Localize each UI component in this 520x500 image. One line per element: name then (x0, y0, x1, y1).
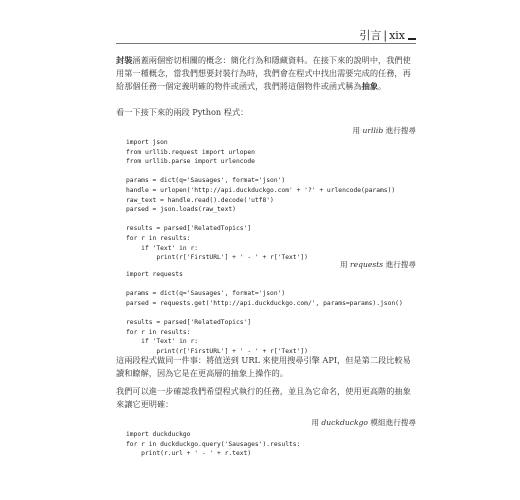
caption-urllib (353, 125, 416, 136)
caption-prefix: 用 (352, 126, 363, 135)
caption-duckduckgo (311, 417, 416, 428)
chapter-title: 引言 (359, 29, 382, 42)
caption-suffix: 進行搜尋 (383, 126, 416, 135)
caption-requests (340, 259, 416, 270)
code-block-urllib: import json from urllib.request import urlopen from urllib.parse import urlencode params = dict(q='Sausages', format='json') handle = urlopen('http://api.duckduckgo.com' + '?' + urlencode(params)) raw_text = handle.read().decode('utf8') parsed = json.loads(raw_text) results = parsed['RelatedTopics'] for r in results: if 'Text' in r: print(r['FirstURL'] + ' - ' + r['Text']) (126, 139, 396, 262)
code-block-duckduckgo: import duckduckgo for r in duckduckgo.query('Sausages').results: print(r.url + ' - ' + r.text) (126, 431, 301, 458)
header-rule (116, 43, 416, 44)
term-abstraction: 抽象 (361, 81, 379, 91)
term-encapsulation: 封裝 (116, 55, 133, 65)
intro-end: 。 (378, 81, 387, 91)
page-number: xix (389, 29, 405, 42)
comparison-paragraph: 這兩段程式做同一件事：將值送到 URL 來使用搜尋引擎 API，但是第二段比較易讀和瞭解，因為它是在更高層的抽象上操作的。 (116, 355, 411, 378)
caption-suffix: 進行搜尋 (383, 260, 416, 269)
header-marker (408, 38, 416, 40)
caption-prefix: 用 (311, 418, 322, 427)
intro-text: 涵蓋兩個密切相關的概念：簡化行為和隱藏資料。在接下來的說明中，我們使用第一種概念，當我們想要封裝行為時，我們會在程式中找出需要完成的任務，再給那個任務一個定義明確的物件或函式，我們將這個物件或函式稱為 (116, 55, 411, 91)
caption-prefix: 用 (339, 260, 350, 269)
caption-module-name: urllib (362, 126, 384, 135)
intro-paragraph (116, 54, 416, 93)
caption-suffix: 模組進行搜尋 (368, 418, 416, 427)
caption-module-name: duckduckgo (321, 418, 369, 427)
caption-module-name: requests (349, 260, 384, 269)
running-header (359, 27, 416, 43)
lead-paragraph: 看一下接下來的兩段 Python 程式： (116, 107, 249, 117)
abstraction-paragraph: 我們可以進一步確認我們希望程式執行的任務，並且為它命名，使用更高階的抽象來讓它更明確： (116, 386, 411, 409)
header-separator: | (383, 29, 388, 42)
code-block-requests: import requests params = dict(q='Sausages', format='json') parsed = requests.get('http://api.duckduckgo.com/', params=params).json() results = parsed['RelatedTopics'] for r in results: if 'Text' in r: print(r['FirstURL'] + ' - ' + r['Text']) (126, 271, 403, 355)
